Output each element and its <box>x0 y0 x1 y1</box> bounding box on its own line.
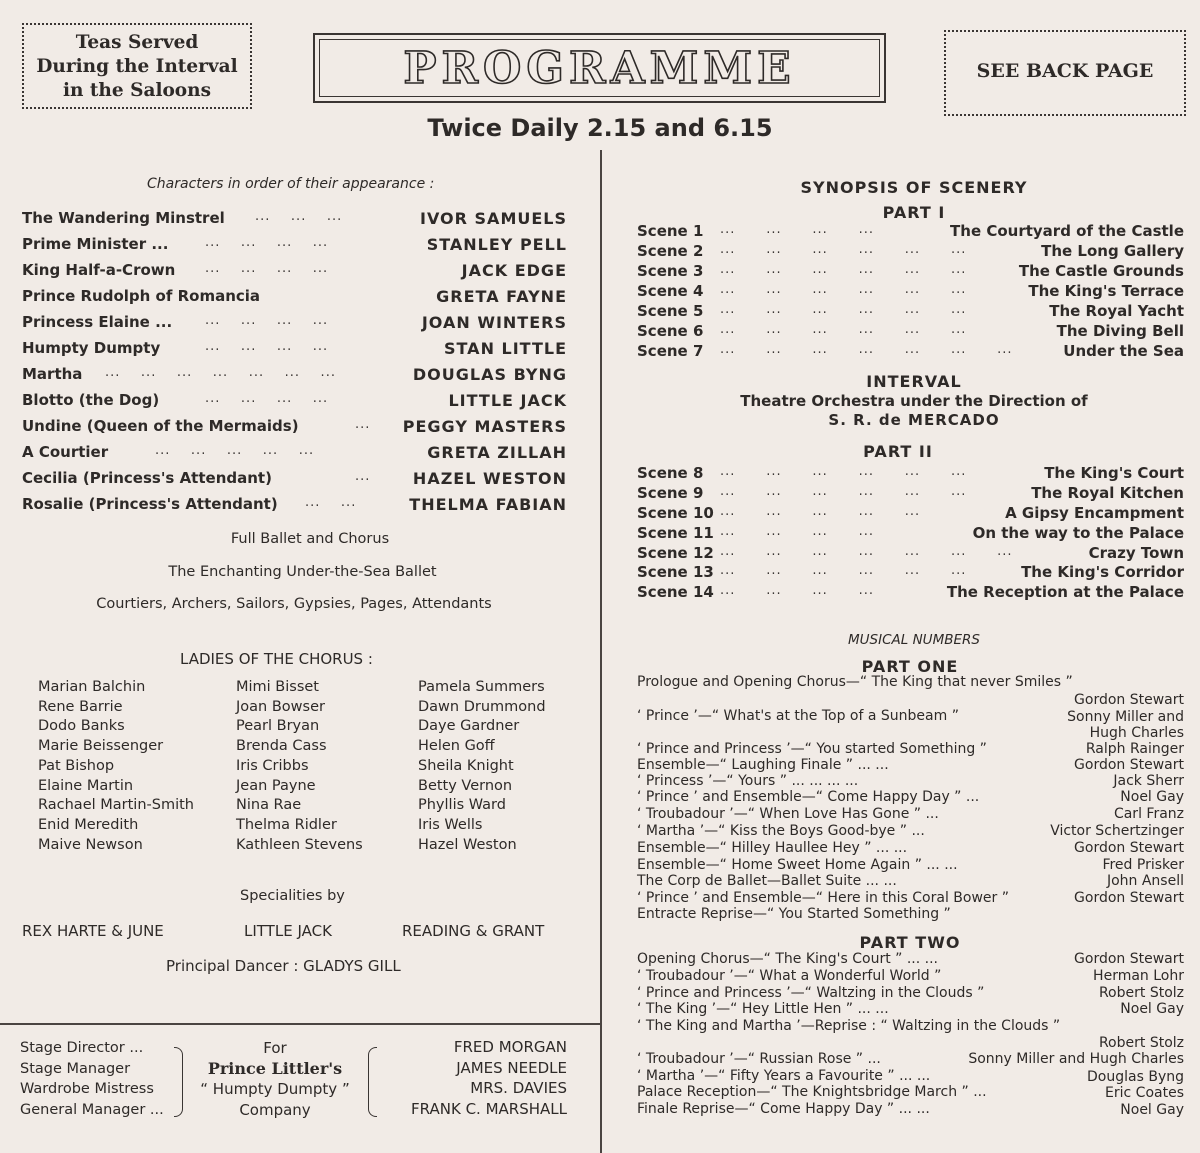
leader-dots: ... ... ... <box>255 209 343 224</box>
song-title: Ensemble—“ Home Sweet Home Again ” ... ... <box>637 857 958 873</box>
scene-name: On the way to the Palace <box>972 524 1184 542</box>
left-brace <box>174 1047 183 1117</box>
leader-dots: ... ... ... ... ... ... <box>720 262 967 277</box>
chorus-name: Marie Beissenger <box>38 738 164 754</box>
leader-dots: ... ... ... ... ... <box>720 504 921 519</box>
song-title: ‘ Troubadour ’—“ Russian Rose ” ... <box>637 1051 881 1067</box>
scene-name: The Royal Kitchen <box>1031 484 1184 502</box>
interval-heading: INTERVAL <box>866 372 962 391</box>
chorus-name: Pamela Summers <box>418 679 545 695</box>
chorus-name: Marian Balchin <box>38 679 146 695</box>
song-composer: Jack Sherr <box>1113 773 1184 789</box>
cast-role: Cecilia (Princess's Attendant) <box>22 469 272 487</box>
cast-actor: THELMA FABIAN <box>409 495 567 514</box>
song-title: Entracte Reprise—“ You Started Something ” <box>637 906 951 922</box>
staff-role: General Manager ... <box>20 1102 164 1118</box>
principal-dancer: Principal Dancer : GLADYS GILL <box>166 957 401 975</box>
scene-name: A Gipsy Encampment <box>1005 504 1184 522</box>
song-composer: Gordon Stewart <box>1074 951 1184 967</box>
scene-row <box>0 484 1200 506</box>
song-title: Ensemble—“ Hilley Haullee Hey ” ... ... <box>637 840 908 856</box>
song-composer: Douglas Byng <box>1087 1069 1184 1085</box>
scene-row <box>0 242 1200 264</box>
leader-dots: ... ... ... ... ... ... <box>720 464 967 479</box>
performance-times: Twice Daily 2.15 and 6.15 <box>427 114 773 142</box>
leader-dots: ... ... ... ... ... ... ... <box>720 342 1013 357</box>
song-composer: Gordon Stewart <box>1074 757 1184 773</box>
chorus-name: Rachael Martin-Smith <box>38 797 194 813</box>
scene-row <box>0 583 1200 605</box>
company-block <box>190 1038 360 1120</box>
leader-dots: ... ... ... ... ... ... <box>720 563 967 578</box>
song-composer: Robert Stolz <box>1098 1035 1184 1051</box>
programme-title: PROGRAMME <box>403 42 796 94</box>
leader-dots: ... ... ... ... ... ... ... <box>720 544 1013 559</box>
cast-role: Undine (Queen of the Mermaids) <box>22 417 299 435</box>
scene-label: Scene 13 <box>637 563 714 581</box>
song-title: ‘ Prince and Princess ’—“ You started Something ” <box>637 741 987 757</box>
chorus-name: Joan Bowser <box>236 699 325 715</box>
leader-dots: ... <box>355 417 371 432</box>
cast-row <box>0 443 1200 465</box>
staff-role: Stage Manager <box>20 1061 131 1077</box>
cast-actor: IVOR SAMUELS <box>419 209 567 228</box>
cast-role: Rosalie (Princess's Attendant) <box>22 495 278 513</box>
chorus-name: Elaine Martin <box>38 778 134 794</box>
song-title: ‘ Prince and Princess ’—“ Waltzing in the Clouds ” <box>637 985 985 1001</box>
song-title: Finale Reprise—“ Come Happy Day ” ... ... <box>637 1101 930 1117</box>
scene-row <box>0 504 1200 526</box>
song-composer: Sonny Miller and Hugh Charles <box>968 1051 1184 1067</box>
staff-name: MRS. DAVIES <box>470 1079 567 1097</box>
song-title: Palace Reception—“ The Knightsbridge March ” ... <box>637 1084 987 1100</box>
scene-name: The King's Corridor <box>1021 563 1184 581</box>
cast-role: Princess Elaine ... <box>22 313 173 331</box>
scene-label: Scene 4 <box>637 282 704 300</box>
leader-dots: ... ... ... ... <box>720 524 874 539</box>
chorus-name: Betty Vernon <box>418 778 513 794</box>
scene-row <box>0 464 1200 486</box>
leader-dots: ... ... ... ... <box>205 235 329 250</box>
scene-row <box>0 302 1200 324</box>
chorus-name: Dodo Banks <box>38 718 125 734</box>
song-composer: Fred Prisker <box>1102 857 1184 873</box>
chorus-name: Enid Meredith <box>38 817 139 833</box>
chorus-name: Helen Goff <box>418 738 495 754</box>
song-title: ‘ Martha ’—“ Kiss the Boys Good-bye ” ... <box>637 823 925 839</box>
chorus-name: Mimi Bisset <box>236 679 319 695</box>
chorus-name: Kathleen Stevens <box>236 837 363 853</box>
scene-name: The Castle Grounds <box>1018 262 1184 280</box>
orchestra-line-1: Theatre Orchestra under the Direction of <box>740 392 1088 410</box>
scenery-heading: SYNOPSIS OF SCENERY <box>800 178 1028 197</box>
scene-label: Scene 1 <box>637 222 704 240</box>
teas-served-box <box>22 23 252 109</box>
right-brace <box>368 1047 377 1117</box>
song-composer: Herman Lohr <box>1093 968 1184 984</box>
scene-label: Scene 3 <box>637 262 704 280</box>
staff-name: FRED MORGAN <box>453 1038 567 1056</box>
leader-dots: ... ... ... ... ... ... <box>720 322 967 337</box>
song-composer: Gordon Stewart <box>1074 692 1184 708</box>
scene-row <box>0 524 1200 546</box>
song-title: ‘ The King ’—“ Hey Little Hen ” ... ... <box>637 1001 889 1017</box>
teas-line-2: During the Interval <box>36 56 238 77</box>
song-title: The Corp de Ballet—Ballet Suite ... ... <box>637 873 897 889</box>
ballet-line-1: Full Ballet and Chorus <box>230 531 390 547</box>
chorus-name: Iris Cribbs <box>236 758 309 774</box>
scene-row <box>0 563 1200 585</box>
cast-heading: Characters in order of their appearance : <box>147 176 435 192</box>
song-title: ‘ Troubadour ’—“ When Love Has Gone ” ... <box>637 806 939 822</box>
song-composer: Noel Gay <box>1120 1102 1184 1118</box>
scene-name: The King's Court <box>1044 464 1184 482</box>
company-producer: Prince Littler's <box>207 1058 343 1078</box>
cast-role: Humpty Dumpty <box>22 339 161 357</box>
scene-name: The Long Gallery <box>1041 242 1184 260</box>
scene-row <box>0 322 1200 344</box>
song-title: ‘ Prince ’—“ What's at the Top of a Sunbeam ” <box>637 708 959 724</box>
ballet-line-2: The Enchanting Under-the-Sea Ballet <box>168 564 437 580</box>
scene-label: Scene 14 <box>637 583 714 601</box>
leader-dots: ... ... ... ... <box>720 583 874 598</box>
specialities-heading: Specialities by <box>240 888 345 904</box>
cast-actor: PEGGY MASTERS <box>402 417 567 436</box>
chorus-name: Pearl Bryan <box>236 718 320 734</box>
song-composer: Noel Gay <box>1120 789 1184 805</box>
scene-name: The Diving Bell <box>1056 322 1184 340</box>
song-title: ‘ Prince ’ and Ensemble—“ Come Happy Day ” ... <box>637 789 980 805</box>
chorus-heading: LADIES OF THE CHORUS : <box>180 650 373 668</box>
song-title: ‘ Princess ’—“ Yours ” ... ... ... ... <box>637 773 859 789</box>
chorus-name: Sheila Knight <box>418 758 514 774</box>
scene-label: Scene 9 <box>637 484 704 502</box>
scene-name: The Reception at the Palace <box>946 583 1184 601</box>
scene-name: The Royal Yacht <box>1049 302 1184 320</box>
song-title: Prologue and Opening Chorus—“ The King that never Smiles ” <box>637 674 1073 690</box>
scene-name: The King's Terrace <box>1028 282 1184 300</box>
song-title: ‘ Martha ’—“ Fifty Years a Favourite ” ... ... <box>637 1068 931 1084</box>
scene-row <box>0 222 1200 244</box>
song-composer: Sonny Miller and <box>1067 709 1184 725</box>
chorus-name: Jean Payne <box>236 778 316 794</box>
scene-row <box>0 282 1200 304</box>
teas-line-1: Teas Served <box>75 32 199 53</box>
orchestra-line-2: S. R. de MERCADO <box>828 411 1000 429</box>
chorus-name: Dawn Drummond <box>418 699 546 715</box>
leader-dots: ... ... ... ... <box>205 313 329 328</box>
staff-name: JAMES NEEDLE <box>456 1059 567 1077</box>
chorus-name: Rene Barrie <box>38 699 123 715</box>
ballet-line-3: Courtiers, Archers, Sailors, Gypsies, Pages, Attendants <box>96 596 492 612</box>
chorus-name: Phyllis Ward <box>418 797 506 813</box>
leader-dots: ... ... ... ... <box>205 391 329 406</box>
cast-actor: JOAN WINTERS <box>421 313 567 332</box>
song-composer: Carl Franz <box>1113 806 1184 822</box>
song-title: ‘ Troubadour ’—“ What a Wonderful World ” <box>637 968 942 984</box>
cast-actor: GRETA FAYNE <box>436 287 567 306</box>
leader-dots: ... ... ... ... ... ... <box>720 242 967 257</box>
see-back-page-text: SEE BACK PAGE <box>976 60 1154 82</box>
cast-role: Prime Minister ... <box>22 235 169 253</box>
leader-dots: ... ... ... ... <box>205 339 329 354</box>
leader-dots: ... ... ... ... ... <box>155 443 315 458</box>
musical-heading: MUSICAL NUMBERS <box>848 632 980 648</box>
programme-title-box <box>313 33 886 103</box>
leader-dots: ... ... ... ... ... ... ... <box>105 365 336 380</box>
song-composer: Hugh Charles <box>1089 725 1184 741</box>
song-title: ‘ The King and Martha ’—Reprise : “ Waltzing in the Clouds ” <box>637 1018 1061 1034</box>
scene-label: Scene 7 <box>637 342 704 360</box>
staff-role: Stage Director ... <box>20 1040 144 1056</box>
scene-row <box>0 262 1200 284</box>
scene-label: Scene 10 <box>637 504 714 522</box>
scene-row <box>0 342 1200 364</box>
cast-role: A Courtier <box>22 443 109 461</box>
cast-actor: JACK EDGE <box>461 261 567 280</box>
cast-role: Blotto (the Dog) <box>22 391 160 409</box>
song-composer: Noel Gay <box>1120 1001 1184 1017</box>
chorus-name: Daye Gardner <box>418 718 520 734</box>
staff-rule <box>0 1023 600 1025</box>
song-title: Ensemble—“ Laughing Finale ” ... ... <box>637 757 889 773</box>
company-label: Company <box>239 1100 311 1119</box>
cast-actor: GRETA ZILLAH <box>427 443 567 462</box>
leader-dots: ... ... <box>305 495 357 510</box>
scene-label: Scene 12 <box>637 544 714 562</box>
leader-dots: ... ... ... ... ... ... <box>720 302 967 317</box>
scene-label: Scene 11 <box>637 524 714 542</box>
part-1-heading: PART I <box>882 203 946 222</box>
song-composer: Gordon Stewart <box>1074 840 1184 856</box>
scene-name: Crazy Town <box>1088 544 1184 562</box>
song-composer: Gordon Stewart <box>1074 890 1184 906</box>
teas-line-3: in the Saloons <box>62 80 212 101</box>
scene-label: Scene 2 <box>637 242 704 260</box>
leader-dots: ... ... ... ... ... ... <box>720 484 967 499</box>
chorus-name: Pat Bishop <box>38 758 115 774</box>
cast-role: The Wandering Minstrel <box>22 209 225 227</box>
song-title: Opening Chorus—“ The King's Court ” ... ... <box>637 951 939 967</box>
part-2-heading: PART II <box>863 442 933 461</box>
leader-dots: ... ... ... ... ... ... <box>720 282 967 297</box>
scene-name: Under the Sea <box>1063 342 1184 360</box>
song-composer: Eric Coates <box>1105 1085 1184 1101</box>
speciality-act: READING & GRANT <box>402 922 545 940</box>
scene-name: The Courtyard of the Castle <box>950 222 1184 240</box>
song-composer: John Ansell <box>1106 873 1184 889</box>
cast-actor: STAN LITTLE <box>443 339 567 358</box>
cast-actor: DOUGLAS BYNG <box>412 365 567 384</box>
part-two-heading: PART TWO <box>859 933 961 952</box>
scene-label: Scene 5 <box>637 302 704 320</box>
speciality-act: REX HARTE & JUNE <box>22 922 164 940</box>
song-composer: Robert Stolz <box>1098 985 1184 1001</box>
part-one-heading: PART ONE <box>861 657 959 676</box>
cast-role: Martha <box>22 365 83 383</box>
see-back-page-box <box>944 30 1186 116</box>
company-for: For <box>263 1039 287 1057</box>
cast-actor: STANLEY PELL <box>426 235 567 254</box>
staff-role: Wardrobe Mistress <box>20 1081 154 1097</box>
scene-label: Scene 6 <box>637 322 704 340</box>
leader-dots: ... ... ... ... <box>205 261 329 276</box>
company-show: “ Humpty Dumpty ” <box>200 1080 350 1098</box>
chorus-name: Hazel Weston <box>418 837 517 853</box>
song-title: ‘ Prince ’ and Ensemble—“ Here in this Coral Bower ” <box>637 890 1009 906</box>
cast-actor: HAZEL WESTON <box>412 469 567 488</box>
chorus-name: Nina Rae <box>236 797 302 813</box>
cast-actor: LITTLE JACK <box>448 391 567 410</box>
song-composer: Victor Schertzinger <box>1050 823 1184 839</box>
chorus-name: Maive Newson <box>38 837 143 853</box>
song-composer: Ralph Rainger <box>1085 741 1184 757</box>
staff-name: FRANK C. MARSHALL <box>411 1100 567 1118</box>
scene-label: Scene 8 <box>637 464 704 482</box>
chorus-name: Iris Wells <box>418 817 483 833</box>
cast-role: King Half-a-Crown <box>22 261 176 279</box>
leader-dots: ... <box>355 469 371 484</box>
chorus-name: Thelma Ridler <box>236 817 337 833</box>
cast-role: Prince Rudolph of Romancia <box>22 287 261 305</box>
leader-dots: ... ... ... ... <box>720 222 874 237</box>
chorus-name: Brenda Cass <box>236 738 327 754</box>
speciality-act: LITTLE JACK <box>244 922 332 940</box>
